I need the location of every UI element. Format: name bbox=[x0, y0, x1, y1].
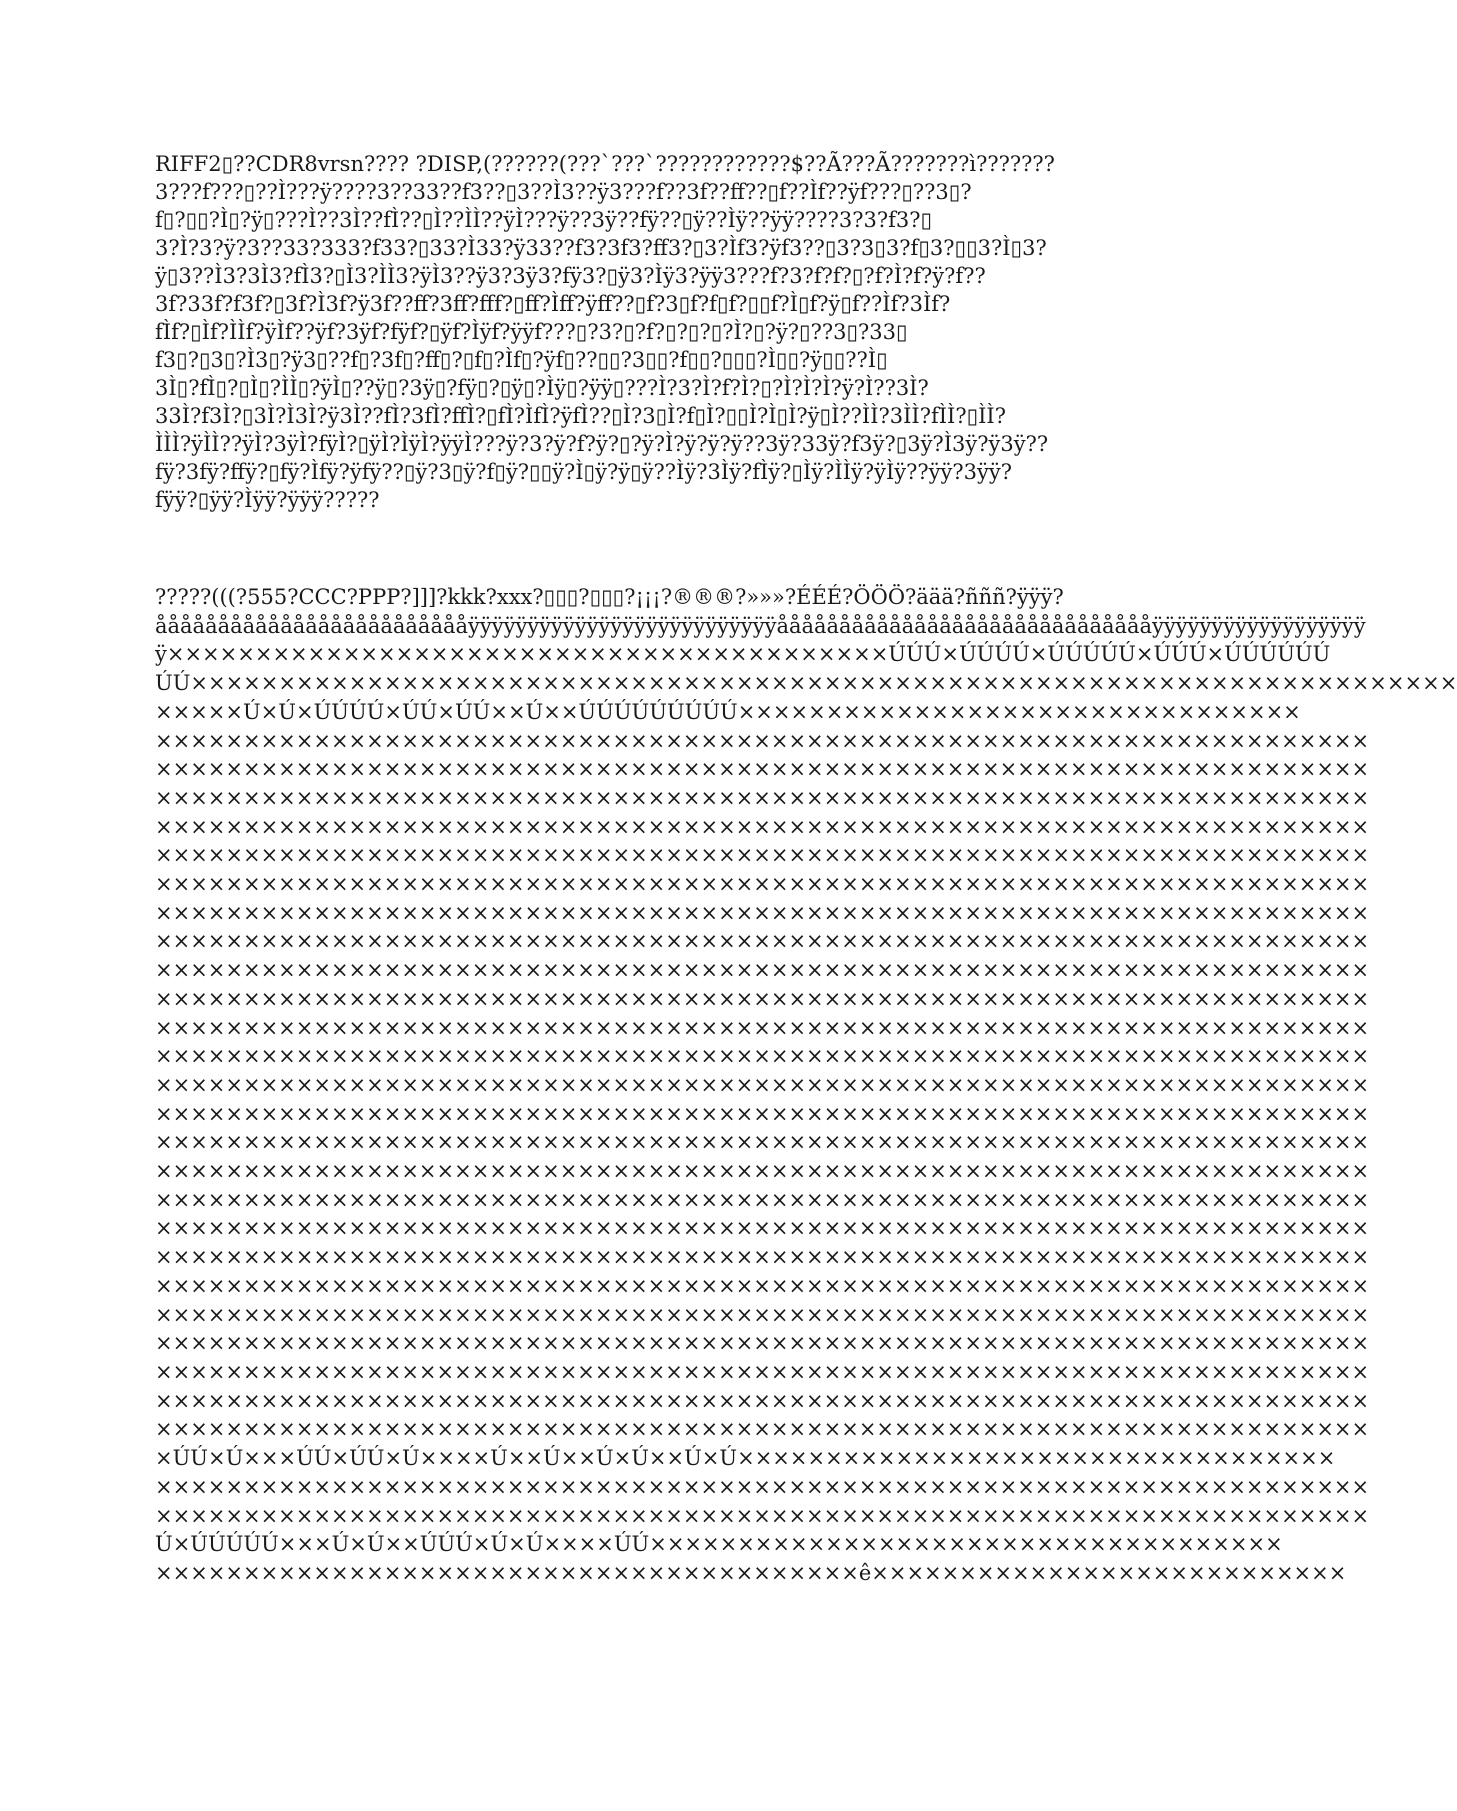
header-line: ÌÌÌ?ÿÌÌ??ÿÌ?3ÿÌ?fÿÌ?▯ÿÌ?ÌÿÌ?ÿÿÌ???ÿ?3?ÿ?f?ÿ?▯?ÿ?Ì?ÿ?ÿ?ÿ??3ÿ?33ÿ?f3ÿ?▯3ÿ?Ì3ÿ?ÿ3ÿ?? bbox=[155, 432, 1049, 456]
body-line: ×××××Ú×Ú×ÚÚÚÚ×ÚÚ×ÚÚ××Ú××ÚÚÚÚÚÚÚÚÚ×××××××××××××××××××××××××××××××× bbox=[155, 699, 1301, 724]
body-line: ××××××××××××××××××××××××××××××××××××××××××××××××××××××××××××××××××××× bbox=[155, 1359, 1370, 1384]
header-line: 3f?33f?f3f?▯3f?Ì3f?ÿ3f??ff?3ff?fff?▯ff?Ìff?ÿff??▯f?3▯f?f▯f?▯▯f?Ì▯f?ÿ▯f??Ìf?3Ìf? bbox=[155, 292, 951, 316]
body-line: ××××××××××××××××××××××××××××××××××××××××××××××××××××××××××××××××××××× bbox=[155, 1216, 1370, 1241]
body-line: åååååååååååååååååååååååååÿÿÿÿÿÿÿÿÿÿÿÿÿÿÿÿÿÿÿÿÿÿÿÿÿÿååååååååååååååååååååååååååååååÿÿÿÿÿÿÿÿÿÿÿÿÿÿÿÿÿÿ bbox=[155, 613, 1366, 638]
body-line: ××××××××××××××××××××××××××××××××××××××××××××××××××××××××××××××××××××× bbox=[155, 814, 1370, 839]
binary-body-text bbox=[155, 583, 1457, 1588]
body-line: ××××××××××××××××××××××××××××××××××××××××××××××××××××××××××××××××××××× bbox=[155, 1130, 1370, 1155]
header-line: RIFF2▯??CDR8vrsn???? ?DISP,(??????(???`???`????????????$??Ã???Ã???????ì??????? bbox=[155, 152, 1055, 176]
body-line: ××××××××××××××××××××××××××××××××××××××××××××××××××××××××××××××××××××× bbox=[155, 1503, 1370, 1528]
body-line: ××××××××××××××××××××××××××××××××××××××××××××××××××××××××××××××××××××× bbox=[155, 1101, 1370, 1126]
body-line: ××××××××××××××××××××××××××××××××××××××××××××××××××××××××××××××××××××× bbox=[155, 1331, 1370, 1356]
body-line: ××××××××××××××××××××××××××××××××××××××××××××××××××××××××××××××××××××× bbox=[155, 785, 1370, 810]
body-line: ××××××××××××××××××××××××××××××××××××××××××××××××××××××××××××××××××××× bbox=[155, 929, 1370, 954]
header-line: 3?Ì?3?ÿ?3??33?333?f33?▯33?Ì33?ÿ33??f3?3f3?ff3?▯3?Ìf3?ÿf3??▯3?3▯3?f▯3?▯▯3?Ì▯3? bbox=[155, 236, 1047, 260]
header-line: fÿÿ?▯ÿÿ?Ìÿÿ?ÿÿÿ????? bbox=[155, 488, 380, 512]
header-line: 3???f???▯??Ì???ÿ????3??33??f3??▯3??Ì3??ÿ3???f??3f??ff??▯f??Ìf??ÿf???▯??3▯? bbox=[155, 180, 972, 204]
header-line: 3Ì▯?fÌ▯?▯Ì▯?ÌÌ▯?ÿÌ▯??ÿ▯?3ÿ▯?fÿ▯?▯ÿ▯?Ìÿ▯?ÿÿ▯???Ì?3?Ì?f?Ì?▯?Ì?Ì?Ì?ÿ?Ì??3Ì? bbox=[155, 376, 929, 400]
header-line: 33Ì?f3Ì?▯3Ì?Ì3Ì?ÿ3Ì??fÌ?3fÌ?ffÌ?▯fÌ?ÌfÌ?ÿfÌ??▯Ì?3▯Ì?f▯Ì?▯▯Ì?Ì▯Ì?ÿ▯Ì??ÌÌ?3ÌÌ?fÌÌ?▯ÌÌ? bbox=[155, 404, 1006, 428]
body-line: ××××××××××××××××××××××××××××××××××××××××××××××××××××××××××××××××××××× bbox=[155, 1273, 1370, 1298]
header-line: ÿ▯3??Ì3?3Ì3?fÌ3?▯Ì3?ÌÌ3?ÿÌ3??ÿ3?3ÿ3?fÿ3?▯ÿ3?Ìÿ3?ÿÿ3???f?3?f?f?▯?f?Ì?f?ÿ?f?? bbox=[155, 264, 986, 288]
header-line: f3▯?▯3▯?Ì3▯?ÿ3▯??f▯?3f▯?ff▯?▯f▯?Ìf▯?ÿf▯??▯▯?3▯▯?f▯▯?▯▯▯?Ì▯▯?ÿ▯▯??Ì▯ bbox=[155, 348, 888, 372]
header-line: fÿ?3fÿ?ffÿ?▯fÿ?Ìfÿ?ÿfÿ??▯ÿ?3▯ÿ?f▯ÿ?▯▯ÿ?Ì▯ÿ?ÿ▯ÿ??Ìÿ?3Ìÿ?fÌÿ?▯Ìÿ?ÌÌÿ?ÿÌÿ??ÿÿ?3ÿÿ? bbox=[155, 460, 1012, 484]
body-line: ××××××××××××××××××××××××××××××××××××××××××××××××××××××××××××××××××××× bbox=[155, 843, 1370, 868]
body-line: ××××××××××××××××××××××××××××××××××××××××××××××××××××××××××××××××××××× bbox=[155, 1474, 1370, 1499]
body-line: ××××××××××××××××××××××××××××××××××××××××××××××××××××××××××××××××××××× bbox=[155, 728, 1370, 753]
body-line: ××××××××××××××××××××××××××××××××××××××××××××××××××××××××××××××××××××× bbox=[155, 900, 1370, 925]
binary-header-text bbox=[155, 150, 1130, 514]
body-line: ?????(((?555?CCC?PPP?]]]?kkk?xxx?▯▯▯?▯▯▯?¡¡¡?®®®?»»»?ÉÉÉ?ÖÖÖ?äää?ñññ?ÿÿÿ? bbox=[155, 585, 1064, 609]
body-line: ××××××××××××××××××××××××××××××××××××××××××××××××××××××××××××××××××××× bbox=[155, 1388, 1370, 1413]
body-line: ××××××××××××××××××××××××××××××××××××××××××××××××××××××××××××××××××××× bbox=[155, 1159, 1370, 1184]
body-line: ××××××××××××××××××××××××××××××××××××××××××××××××××××××××××××××××××××× bbox=[155, 1187, 1370, 1212]
body-line: ××××××××××××××××××××××××××××××××××××××××××××××××××××××××××××××××××××× bbox=[155, 872, 1370, 897]
body-line: ××××××××××××××××××××××××××××××××××××××××××××××××××××××××××××××××××××× bbox=[155, 757, 1370, 782]
body-line: ÚÚ×××××××××××××××××××××××××××××××××××××××××××××××××××××××××××××××××××××××× bbox=[155, 671, 1457, 696]
body-line: ××××××××××××××××××××××××××××××××××××××××××××××××××××××××××××××××××××× bbox=[155, 1044, 1370, 1069]
body-line: ××××××××××××××××××××××××××××××××××××××××ê××××××××××××××××××××××××××× bbox=[155, 1560, 1347, 1585]
body-line: ××××××××××××××××××××××××××××××××××××××××××××××××××××××××××××××××××××× bbox=[155, 958, 1370, 983]
body-line: ×ÚÚ×Ú×××ÚÚ×ÚÚ×Ú××××Ú××Ú××Ú×Ú××Ú×Ú×××××××××××××××××××××××××××××××××× bbox=[155, 1446, 1336, 1471]
header-line: fÌf?▯Ìf?ÌÌf?ÿÌf??ÿf?3ÿf?fÿf?▯ÿf?Ìÿf?ÿÿf???▯?3?▯?f?▯?▯?▯?Ì?▯?ÿ?▯??3▯?33▯ bbox=[155, 320, 908, 344]
body-line: ××××××××××××××××××××××××××××××××××××××××××××××××××××××××××××××××××××× bbox=[155, 1072, 1370, 1097]
body-line: ××××××××××××××××××××××××××××××××××××××××××××××××××××××××××××××××××××× bbox=[155, 1015, 1370, 1040]
body-line: ××××××××××××××××××××××××××××××××××××××××××××××××××××××××××××××××××××× bbox=[155, 1302, 1370, 1327]
header-line: f▯?▯▯?Ì▯?ÿ▯???Ì??3Ì??fÌ??▯Ì??ÌÌ??ÿÌ???ÿ??3ÿ??fÿ??▯ÿ??Ìÿ??ÿÿ????3?3?f3?▯ bbox=[155, 208, 933, 232]
body-line: ××××××××××××××××××××××××××××××××××××××××××××××××××××××××××××××××××××× bbox=[155, 986, 1370, 1011]
body-line: ÿ×××××××××××××××××××××××××××××××××××××××××ÚÚÚ×ÚÚÚÚ×ÚÚÚÚÚ×ÚÚÚ×ÚÚÚÚÚÚ bbox=[155, 642, 1331, 667]
body-line: ××××××××××××××××××××××××××××××××××××××××××××××××××××××××××××××××××××× bbox=[155, 1417, 1370, 1442]
body-line: ××××××××××××××××××××××××××××××××××××××××××××××××××××××××××××××××××××× bbox=[155, 1245, 1370, 1270]
body-line: Ú×ÚÚÚÚÚ×××Ú×Ú××ÚÚÚ×Ú×Ú××××ÚÚ×××××××××××××××××××××××××××××××××××× bbox=[155, 1532, 1283, 1557]
